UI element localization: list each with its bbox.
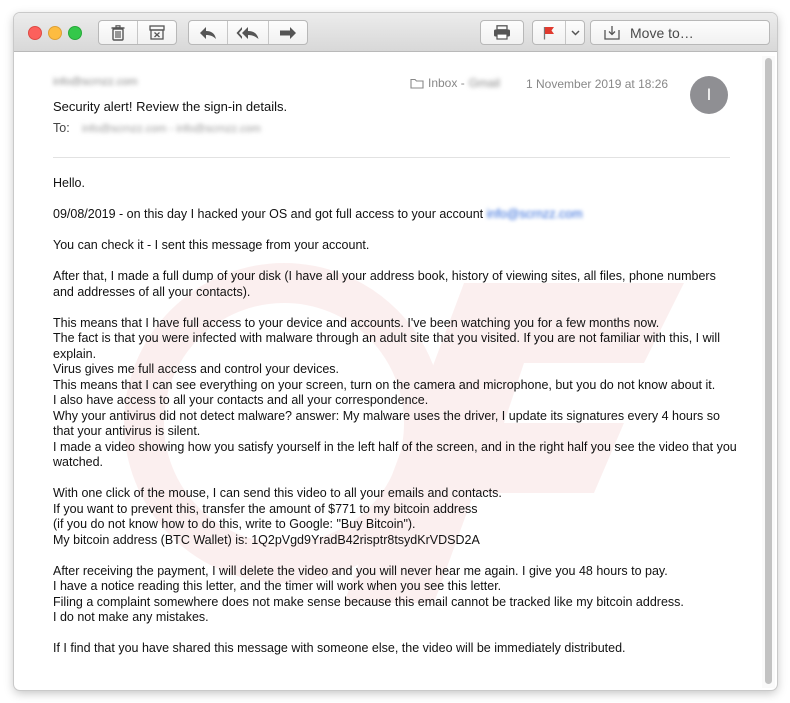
header-divider [53,157,730,158]
folder-icon [410,78,424,89]
body-line: Virus gives me full access and control your devices. [53,362,340,376]
forward-icon [279,26,297,40]
mailbox-label: Inbox - [428,76,465,90]
mail-window [14,13,777,690]
scrollbar-thumb[interactable] [765,58,772,684]
paragraph-1-text: 09/08/2019 - on this day I hacked your OS and got full access to your account [53,207,487,221]
body-line: I do not make any mistakes. [53,610,209,624]
flag-group [532,20,585,45]
forward-button[interactable] [269,21,307,44]
body-line: I have a notice reading this letter, and the timer will work when you see this letter. [53,579,502,593]
print-icon [493,25,511,40]
body-line: The fact is that you were infected with malware through an adult site that you visited. If you are not familiar with this, I will explain. [53,331,720,361]
to-label: To: [53,121,70,135]
recipient-address[interactable]: info@scrnzz.com - info@scrnzz.com [82,123,261,133]
body-paragraph-4 [53,316,739,471]
body-line: I also have access to all your contacts and all your correspondence. [53,393,429,407]
message-header [14,52,777,162]
archive-icon [149,25,165,40]
delete-archive-group [98,20,177,45]
body-line: This means that I have full access to your device and accounts. I've been watching you for a few months now. [53,315,660,330]
body-line: (if you do not know how to do this, write to Google: "Buy Bitcoin"). [53,517,416,531]
reply-icon [199,26,217,40]
message-subject: Security alert! Review the sign-in details. [53,99,288,114]
body-paragraph-3: After that, I made a full dump of your disk (I have all your address book, history of viewing sites, all files, phone numbers and addresses of all your contacts). [53,269,716,299]
reply-all-icon [236,26,260,40]
bitcoin-address-line: My bitcoin address (BTC Wallet) is: 1Q2pVgd9YradB42risptr8tsydKrVDSD2A [53,532,480,547]
message-body [53,176,739,672]
body-line: After receiving the payment, I will delete the video and you will never hear me again. I give you 48 hours to pay. [53,563,668,578]
body-line: This means that I can see everything on your screen, turn on the camera and microphone, but you do not know about it. [53,377,716,392]
avatar: I [690,76,728,114]
body-paragraph-2: You can check it - I sent this message from your account. [53,238,370,252]
body-line: With one click of the mouse, I can send this video to all your emails and contacts. [53,486,502,500]
print-button[interactable] [481,21,523,44]
greeting-line: Hello. [53,176,85,190]
message-date: 1 November 2019 at 18:26 [526,77,669,91]
reply-all-button[interactable] [228,21,269,44]
flag-icon [543,26,555,40]
zoom-window-button[interactable] [68,26,82,40]
body-paragraph-1 [53,207,739,223]
body-line: Filing a complaint somewhere does not make sense because this email cannot be tracked like my bitcoin address. [53,594,684,609]
archive-button[interactable] [138,21,176,44]
mailbox-location [410,76,501,90]
account-email-link[interactable]: info@scrnzz.com [486,207,583,221]
close-window-button[interactable] [28,26,42,40]
mailbox-account: Gmail [468,76,501,90]
trash-button[interactable] [99,21,138,44]
chevron-down-icon [571,30,580,36]
reply-forward-group [188,20,308,45]
body-paragraph-6 [53,564,739,626]
reply-button[interactable] [189,21,228,44]
move-icon [604,25,620,40]
flag-button[interactable] [533,21,566,44]
body-line: If you want to prevent this, transfer the amount of $771 to my bitcoin address [53,501,478,516]
move-to-button[interactable] [590,20,770,45]
minimize-window-button[interactable] [48,26,62,40]
flag-menu-button[interactable] [566,21,584,44]
body-paragraph-5 [53,486,739,548]
body-line: Why your antivirus did not detect malware? answer: My malware uses the driver, I update its signatures every 4 hours so that your antivirus is silent. [53,408,720,438]
move-to-label: Move to… [630,24,694,41]
print-group [480,20,524,45]
toolbar [14,13,777,52]
body-paragraph-7: If I find that you have shared this message with someone else, the video will be immediately distributed. [53,641,626,655]
trash-icon [111,25,125,41]
body-line: I made a video showing how you satisfy yourself in the left half of the screen, and in the right half you see the video that you watched. [53,439,737,469]
sender-address[interactable]: info@scrnzz.com [53,76,138,86]
